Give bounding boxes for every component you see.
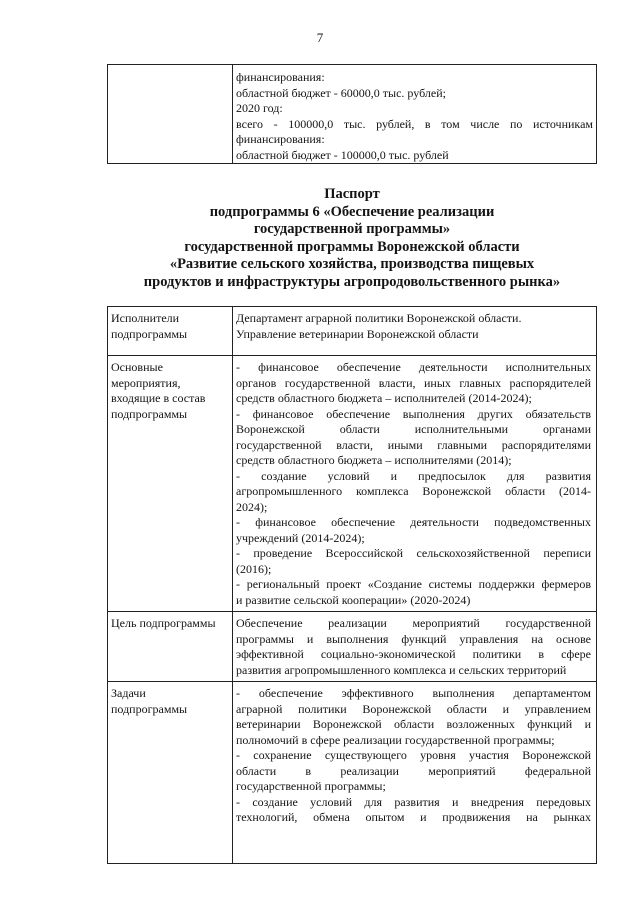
row-label bbox=[108, 682, 233, 864]
label-line: подпрограммы bbox=[111, 326, 188, 341]
text-line: финансирования: bbox=[236, 132, 325, 146]
label-line: мероприятия, bbox=[111, 375, 181, 390]
text-line: - региональный проект «Создание системы поддержки фермеров bbox=[236, 577, 591, 591]
text-line: - финансовое обеспечение деятельности исполнительных bbox=[236, 360, 591, 374]
text-line: - сохранение существующего уровня участия Воронежской bbox=[236, 748, 591, 762]
text-line: - финансовое обеспечение деятельности подведомственных bbox=[236, 515, 591, 529]
label-line: подпрограммы bbox=[111, 701, 188, 716]
text-line: аграрной политики Воронежской области и управлением bbox=[236, 701, 591, 716]
continuation-value-cell bbox=[233, 65, 596, 163]
text-line: средств областного бюджета – исполнителей (2014-2024); bbox=[236, 391, 532, 405]
continuation-label-cell bbox=[108, 65, 233, 163]
text-line: государственной программы; bbox=[236, 779, 386, 793]
text-line: и развитие сельской кооперации» (2020-2024) bbox=[236, 592, 471, 607]
label-line: подпрограммы bbox=[111, 406, 188, 421]
text-line: государственной власти, иными главными распорядителями bbox=[236, 437, 591, 452]
label-line: Задачи bbox=[111, 686, 146, 700]
text-line: - создание условий для развития и внедрения передовых bbox=[236, 794, 591, 809]
text-line: органов государственной власти, иных главных распорядителей bbox=[236, 375, 591, 390]
text-line: всего - 100000,0 тыс. рублей, в том числе по источникам bbox=[236, 116, 593, 131]
label-line: Основные bbox=[111, 360, 163, 374]
title-line: продуктов и инфраструктуры агропродовольственного рынка» bbox=[143, 273, 561, 290]
text-line: области в реализации мероприятий федеральной bbox=[236, 763, 591, 778]
text-line: Обеспечение реализации мероприятий государственной bbox=[236, 616, 591, 630]
label-line: входящие в состав bbox=[111, 391, 206, 405]
text-line: Воронежской области исполнительными органами bbox=[236, 422, 591, 436]
text-line: технологий, обмена опытом и продвижения на рынках bbox=[236, 810, 591, 824]
row-value bbox=[233, 356, 597, 612]
text-line: финансирования: bbox=[236, 70, 325, 84]
text-line: средств областного бюджета – исполнителями (2014); bbox=[236, 453, 512, 467]
text-line: Департамент аграрной политики Воронежской области. bbox=[236, 311, 522, 325]
row-value bbox=[233, 612, 597, 682]
text-line: (2016); bbox=[236, 561, 272, 576]
text-line: 2024); bbox=[236, 499, 268, 514]
title-line: государственной программы Воронежской области bbox=[184, 238, 520, 255]
text-line: - обеспечение эффективного выполнения департаментом bbox=[236, 686, 591, 700]
row-value bbox=[233, 682, 597, 864]
text-line: развития агропромышленного комплекса и сельских территорий bbox=[236, 662, 567, 677]
row-label bbox=[108, 612, 233, 682]
title-line: Паспорт bbox=[324, 186, 380, 202]
title-line: подпрограммы 6 «Обеспечение реализации bbox=[209, 203, 495, 220]
text-line: областной бюджет - 60000,0 тыс. рублей; bbox=[236, 85, 446, 100]
text-line: 2020 год: bbox=[236, 101, 283, 115]
text-line: учреждений (2014-2024); bbox=[236, 530, 365, 545]
page-number: 7 bbox=[316, 30, 324, 45]
text-line: агропромышленного комплекса Воронежской области (2014- bbox=[236, 484, 591, 498]
passport-table bbox=[107, 306, 597, 864]
label-line: Цель подпрограммы bbox=[111, 616, 216, 630]
text-line: программы и выполнения функций управления на основе bbox=[236, 631, 591, 646]
text-line: - создание условий и предпосылок для развития bbox=[236, 468, 591, 483]
text-line: полномочий в сфере реализации государственной программы; bbox=[236, 732, 555, 747]
text-line: эффективной социально-экономической политики в сфере bbox=[236, 647, 591, 661]
passport-title bbox=[107, 186, 597, 291]
text-line: - финансовое обеспечение выполнения других обязательств bbox=[236, 406, 591, 421]
text-line: областной бюджет - 100000,0 тыс. рублей bbox=[236, 147, 449, 162]
row-label bbox=[108, 307, 233, 356]
table-row-goal bbox=[108, 612, 597, 682]
title-line: государственной программы» bbox=[253, 221, 451, 237]
row-value bbox=[233, 307, 597, 356]
table-row-measures bbox=[108, 356, 597, 612]
label-line: Исполнители bbox=[111, 311, 180, 325]
text-line: - проведение Всероссийской сельскохозяйственной переписи bbox=[236, 546, 591, 560]
table-row-tasks bbox=[108, 682, 597, 864]
text-line: ветеринарии Воронежской области возложенных функций и bbox=[236, 717, 591, 731]
title-line: «Развитие сельского хозяйства, производства пищевых bbox=[169, 256, 535, 272]
table-row-executors bbox=[108, 307, 597, 356]
row-label bbox=[108, 356, 233, 612]
continuation-table bbox=[107, 64, 597, 164]
text-line: Управление ветеринарии Воронежской области bbox=[236, 326, 479, 341]
